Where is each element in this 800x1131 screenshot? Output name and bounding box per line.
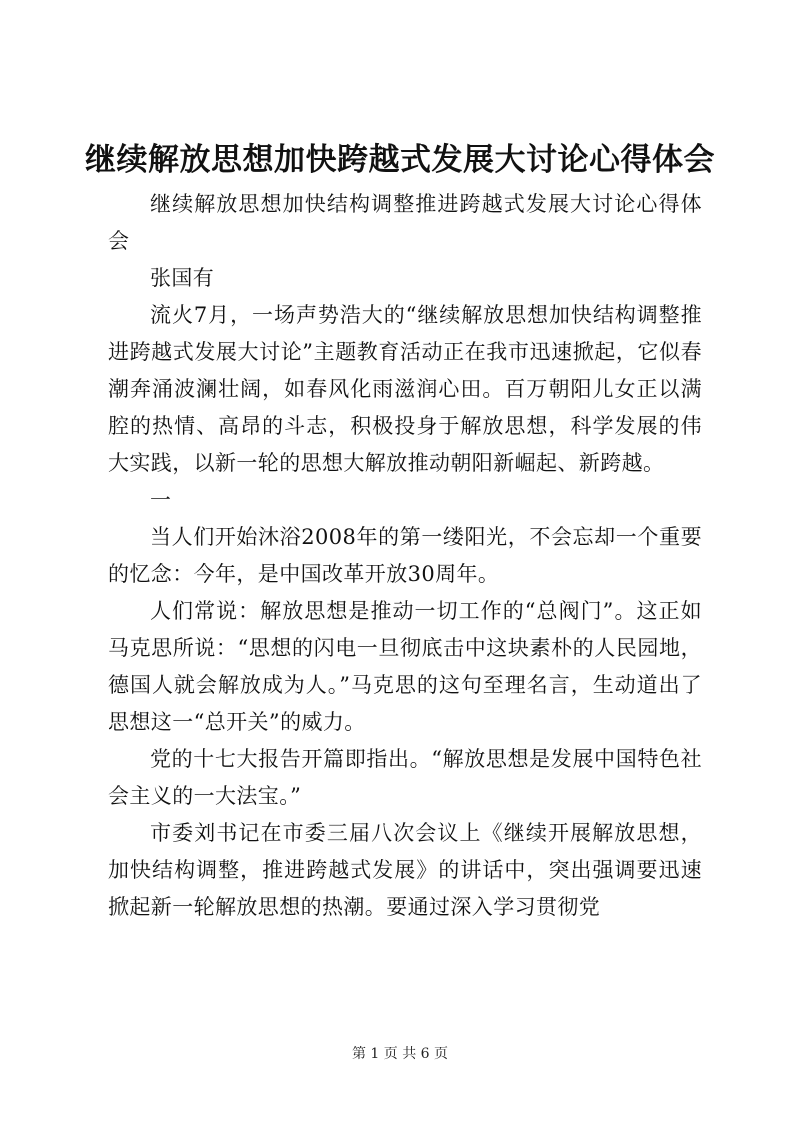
body-paragraph: 市委刘书记在市委三届八次会议上《继续开展解放思想，加快结构调整，推进跨越式发展》的讲话中，突出强调要迅速掀起新一轮解放思想的热潮。要通过深入学习贯彻党 [108, 821, 702, 919]
body-paragraph: 当人们开始沐浴2008年的第一缕阳光，不会忘却一个重要的忆念：今年，是中国改革开放30周年。 [108, 525, 702, 586]
body-paragraph: 人们常说：解放思想是推动一切工作的“总阀门”。这正如马克思所说：“思想的闪电一旦彻底击中这块素朴的人民园地，德国人就会解放成为人。”马克思的这句至理名言，生动道出了思想这一“总开关”的威力。 [108, 599, 702, 734]
page-number-footer: 第 1 页 共 6 页 [351, 1046, 449, 1062]
intro-paragraph: 流火7月，一场声势浩大的“继续解放思想加快结构调整推进跨越式发展大讨论”主题教育活动正在我市迅速掀起，它似春潮奔涌波澜壮阔，如春风化雨滋润心田。百万朝阳儿女正以满腔的热情、高昂的斗志，积极投身于解放思想，科学发展的伟大实践，以新一轮的思想大解放推动朝阳新崛起、新跨越。 [108, 303, 702, 475]
section-number-paragraph: 一 [150, 488, 172, 512]
subtitle-paragraph: 继续解放思想加快结构调整推进跨越式发展大讨论心得体会 [108, 192, 702, 253]
document-body [108, 186, 702, 926]
author-paragraph: 张国有 [150, 266, 215, 290]
body-paragraph: 党的十七大报告开篇即指出。“解放思想是发展中国特色社会主义的一大法宝。” [108, 747, 702, 808]
document-title: 继续解放思想加快跨越式发展大讨论心得体会 [85, 142, 715, 178]
